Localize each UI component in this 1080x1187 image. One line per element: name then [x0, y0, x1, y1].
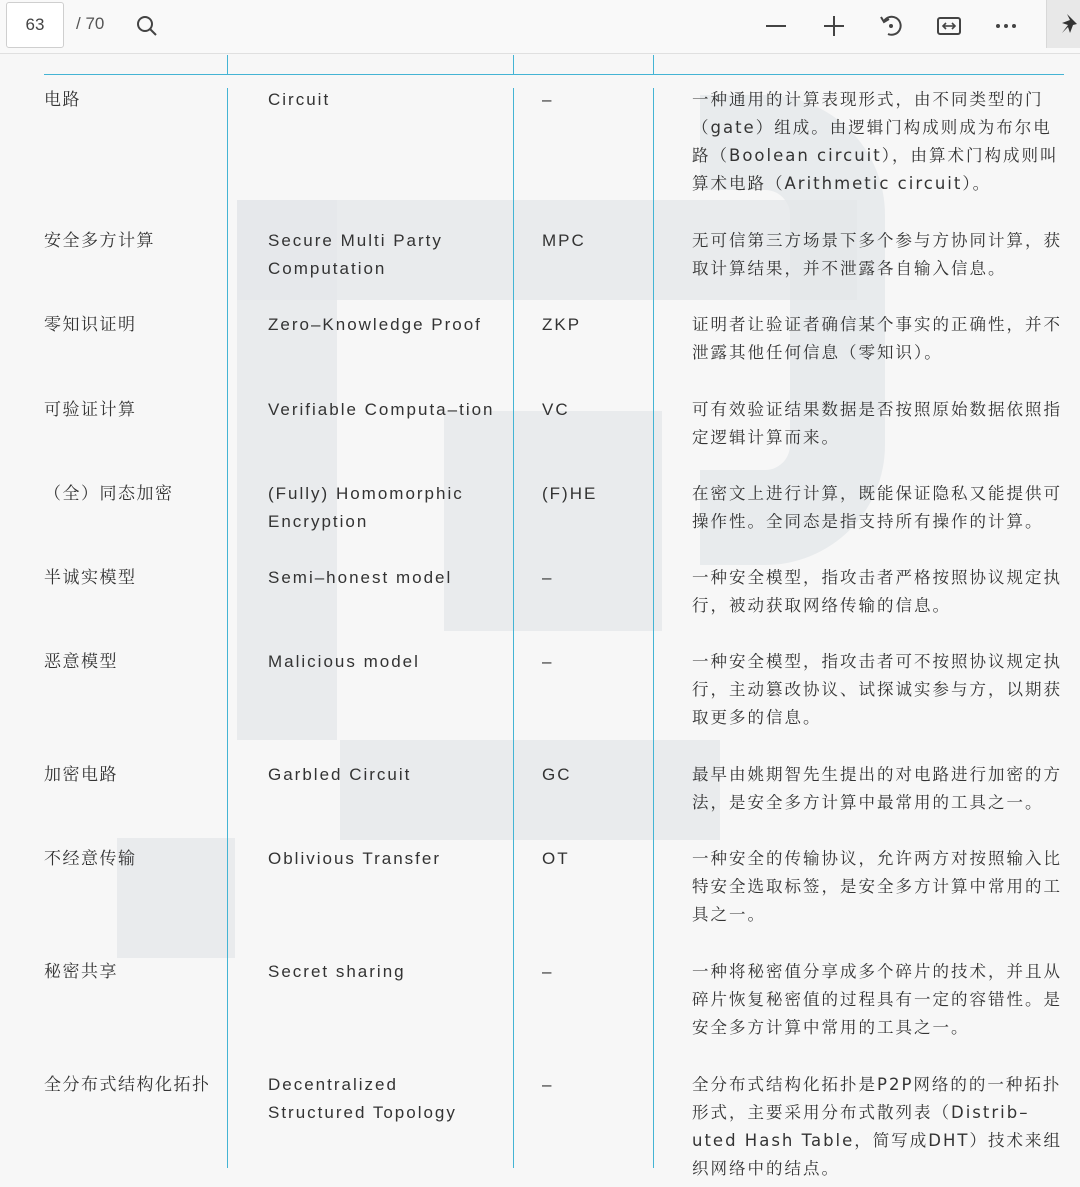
more-icon[interactable] [987, 8, 1025, 44]
pin-icon [1059, 12, 1080, 40]
term-abbreviation: GC [542, 765, 572, 784]
term-abbreviation: – [542, 1075, 554, 1094]
pdf-toolbar [0, 0, 1080, 54]
column-divider [513, 88, 514, 1168]
fit-width-icon[interactable] [930, 8, 968, 44]
term-description: 在密文上进行计算，既能保证隐私又能提供可操作性。全同态是指支持所有操作的计算。 [692, 484, 1062, 531]
document-page [0, 55, 1080, 1187]
column-divider [653, 55, 654, 74]
term-chinese: 可验证计算 [44, 400, 137, 420]
column-divider [227, 55, 228, 74]
term-chinese: 全分布式结构化拓扑 [44, 1075, 211, 1095]
column-divider [653, 88, 654, 1168]
rotate-icon[interactable] [872, 8, 910, 44]
term-description: 无可信第三方场景下多个参与方协同计算，获取计算结果，并不泄露各自输入信息。 [692, 231, 1062, 278]
term-chinese: 半诚实模型 [44, 568, 137, 588]
term-description: 可有效验证结果数据是否按照原始数据依照指定逻辑计算而来。 [692, 400, 1062, 447]
table-top-border [44, 74, 1064, 75]
term-english: Malicious model [268, 652, 420, 671]
column-divider [227, 88, 228, 1168]
term-abbreviation: – [542, 568, 554, 587]
page-total-label: / 70 [76, 14, 105, 33]
term-english: Decentralized Structured Topology [268, 1075, 457, 1122]
term-abbreviation: – [542, 90, 554, 109]
term-english: Zero–Knowledge Proof [268, 315, 482, 334]
term-abbreviation: (F)HE [542, 484, 598, 503]
zoom-in-icon[interactable] [815, 8, 853, 44]
term-abbreviation: – [542, 962, 554, 981]
term-chinese: 恶意模型 [44, 652, 118, 672]
term-abbreviation: MPC [542, 231, 586, 250]
column-divider [513, 55, 514, 74]
term-english: Secure Multi Party Computation [268, 231, 443, 278]
term-english: Semi–honest model [268, 568, 453, 587]
term-english: (Fully) Homomorphic Encryption [268, 484, 464, 531]
term-description: 一种通用的计算表现形式，由不同类型的门（gate）组成。由逻辑门构成则成为布尔电路（Boolean circuit），由算术门构成则叫算术电路（Arithmetic circuit）。 [692, 90, 1059, 193]
term-chinese: 电路 [44, 90, 81, 110]
page-number-input[interactable]: 63 [6, 2, 64, 48]
term-description: 一种安全的传输协议，允许两方对按照输入比特安全选取标签，是安全多方计算中常用的工具之一。 [692, 849, 1062, 924]
term-english: Secret sharing [268, 962, 406, 981]
term-english: Oblivious Transfer [268, 849, 441, 868]
term-chinese: 零知识证明 [44, 315, 137, 335]
term-description: 全分布式结构化拓扑是P2P网络的的一种拓扑形式，主要采用分布式散列表（Distrib–uted Hash Table，简写成DHT）技术来组织网络中的结点。 [692, 1075, 1062, 1178]
term-chinese: 不经意传输 [44, 849, 137, 869]
term-description: 一种将秘密值分享成多个碎片的技术，并且从碎片恢复秘密值的过程具有一定的容错性。是安全多方计算中常用的工具之一。 [692, 962, 1062, 1037]
term-chinese: 加密电路 [44, 765, 118, 785]
term-english: Garbled Circuit [268, 765, 412, 784]
term-english: Circuit [268, 90, 331, 109]
term-chinese: （全）同态加密 [44, 484, 174, 504]
term-description: 一种安全模型，指攻击者可不按照协议规定执行，主动篡改协议、试探诚实参与方，以期获取更多的信息。 [692, 652, 1062, 727]
term-description: 最早由姚期智先生提出的对电路进行加密的方法，是安全多方计算中最常用的工具之一。 [692, 765, 1062, 812]
term-abbreviation: OT [542, 849, 570, 868]
term-chinese: 秘密共享 [44, 962, 118, 982]
search-icon[interactable] [128, 8, 166, 44]
term-abbreviation: ZKP [542, 315, 582, 334]
term-abbreviation: – [542, 652, 554, 671]
zoom-out-icon[interactable] [757, 8, 795, 44]
term-description: 一种安全模型，指攻击者严格按照协议规定执行，被动获取网络传输的信息。 [692, 568, 1062, 615]
term-english: Verifiable Computa–tion [268, 400, 495, 419]
term-abbreviation: VC [542, 400, 570, 419]
term-description: 证明者让验证者确信某个事实的正确性，并不泄露其他任何信息（零知识）。 [692, 315, 1062, 362]
pin-button[interactable] [1046, 0, 1080, 48]
watermark-shape [340, 740, 720, 840]
term-chinese: 安全多方计算 [44, 231, 155, 251]
